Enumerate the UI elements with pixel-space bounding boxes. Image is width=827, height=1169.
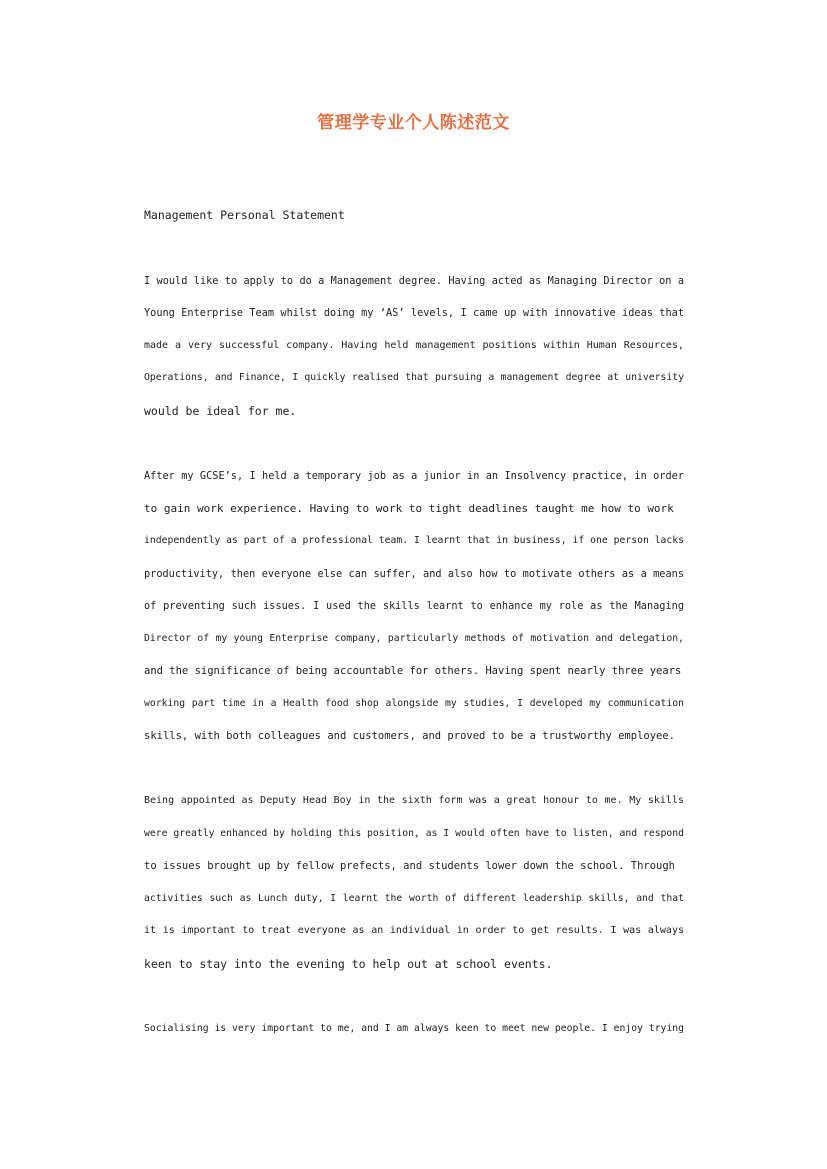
document-title: 管理学专业个人陈述范文: [317, 113, 510, 133]
paragraph-line: productivity, then everyone else can suffer, and also how to motivate others as a means: [144, 568, 684, 580]
paragraph-line: Being appointed as Deputy Head Boy in the sixth form was a great honour to me. My skills: [144, 795, 684, 806]
paragraph-line: keen to stay into the evening to help out at school events.: [144, 957, 553, 971]
paragraph-line: Operations, and Finance, I quickly realised that pursuing a management degree at university: [144, 372, 684, 383]
paragraph-line: skills, with both colleagues and customers, and proved to be a trustworthy employee.: [144, 730, 676, 742]
paragraph-line: Socialising is very important to me, and I am always keen to meet new people. I enjoy trying: [144, 1023, 685, 1034]
paragraph-line: made a very successful company. Having held management positions within Human Resources,: [144, 340, 684, 351]
paragraph-line: Young Enterprise Team whilst doing my ‘AS’ levels, I came up with innovative ideas that: [144, 307, 684, 319]
paragraph-line: I would like to apply to do a Management degree. Having acted as Managing Director on a: [144, 275, 684, 287]
document-heading: Management Personal Statement: [144, 208, 345, 222]
paragraph-line: were greatly enhanced by holding this position, as I would often have to listen, and respond: [144, 828, 685, 839]
paragraph-line: would be ideal for me.: [144, 404, 297, 418]
paragraph-line: After my GCSE’s, I held a temporary job as a junior in an Insolvency practice, in order: [144, 470, 684, 482]
paragraph-line: to gain work experience. Having to work to tight deadlines taught me how to work: [144, 502, 674, 515]
paragraph-line: it is important to treat everyone as an individual in order to get results. I was always: [144, 925, 684, 936]
paragraph-line: working part time in a Health food shop alongside my studies, I developed my communication: [144, 698, 684, 709]
paragraph-line: independently as part of a professional team. I learnt that in business, if one person lacks: [144, 535, 685, 546]
paragraph-line: to issues brought up by fellow prefects, and students lower down the school. Through: [144, 860, 676, 872]
paragraph-line: activities such as Lunch duty, I learnt the worth of different leadership skills, and that: [144, 893, 684, 904]
paragraph-line: and the significance of being accountable for others. Having spent nearly three years: [144, 665, 682, 677]
paragraph-line: of preventing such issues. I used the skills learnt to enhance my role as the Managing: [144, 600, 684, 612]
paragraph-line: Director of my young Enterprise company, particularly methods of motivation and delegation,: [144, 633, 684, 644]
